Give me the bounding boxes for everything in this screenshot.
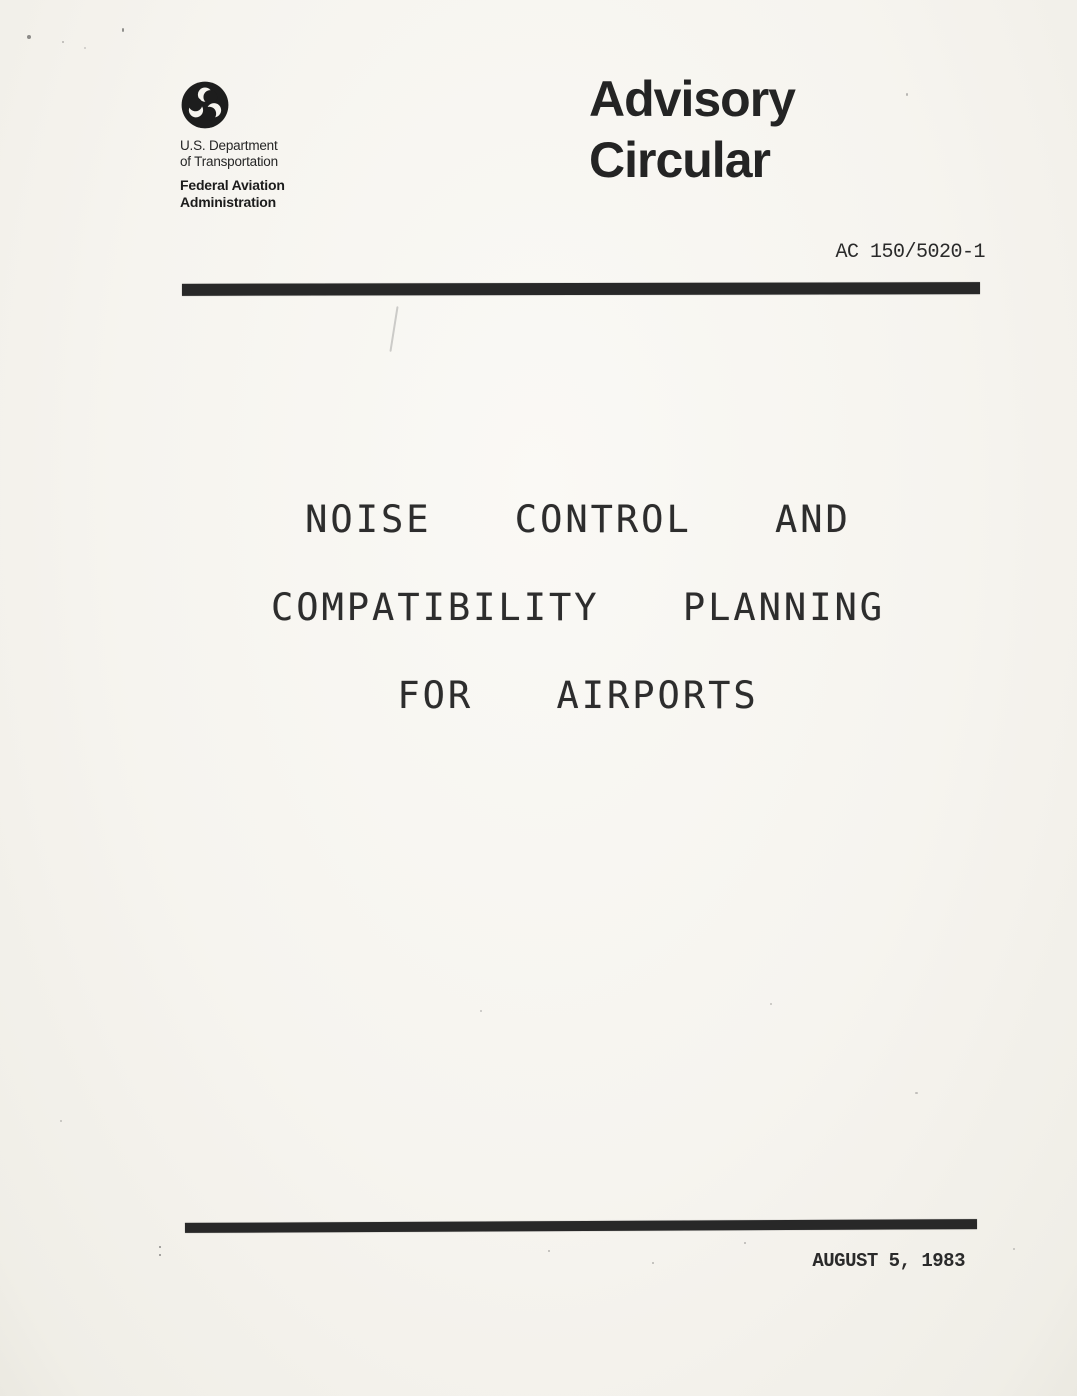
scan-scratch [389, 306, 398, 352]
administration-line-1: Federal Aviation [180, 177, 285, 193]
dot-triskelion-logo-icon [179, 79, 231, 131]
scan-speck [548, 1250, 550, 1252]
scan-speck [652, 1262, 654, 1264]
publication-date: AUGUST 5, 1983 [812, 1250, 965, 1272]
scan-speck [915, 1092, 918, 1094]
masthead-line-1: Advisory [589, 71, 795, 127]
scan-speck [744, 1242, 746, 1244]
title-line-2: COMPATIBILITY PLANNING [270, 586, 886, 629]
scan-speck [159, 1246, 161, 1248]
scan-speck [122, 28, 124, 32]
title-line-1: NOISE CONTROL AND [305, 498, 851, 541]
administration-line-2: Administration [180, 194, 276, 210]
scan-speck [84, 47, 86, 49]
administration-block [180, 177, 285, 211]
bottom-rule [185, 1219, 977, 1233]
department-line-1: U.S. Department [180, 138, 278, 153]
ac-number: AC 150/5020-1 [835, 241, 985, 264]
scan-speck [906, 93, 908, 96]
scan-speck [62, 41, 64, 43]
scan-speck [1013, 1248, 1015, 1250]
scan-speck [27, 35, 31, 39]
masthead-title [589, 69, 795, 191]
department-line-2: of Transportation [180, 154, 278, 169]
scan-speck [770, 1003, 772, 1005]
title-line-3: FOR AIRPORTS [397, 674, 759, 717]
scan-speck [159, 1254, 161, 1256]
scan-speck [480, 1010, 482, 1012]
masthead-line-2: Circular [589, 132, 770, 188]
top-rule [182, 282, 980, 296]
department-block [180, 138, 278, 170]
scan-speck [60, 1120, 62, 1122]
